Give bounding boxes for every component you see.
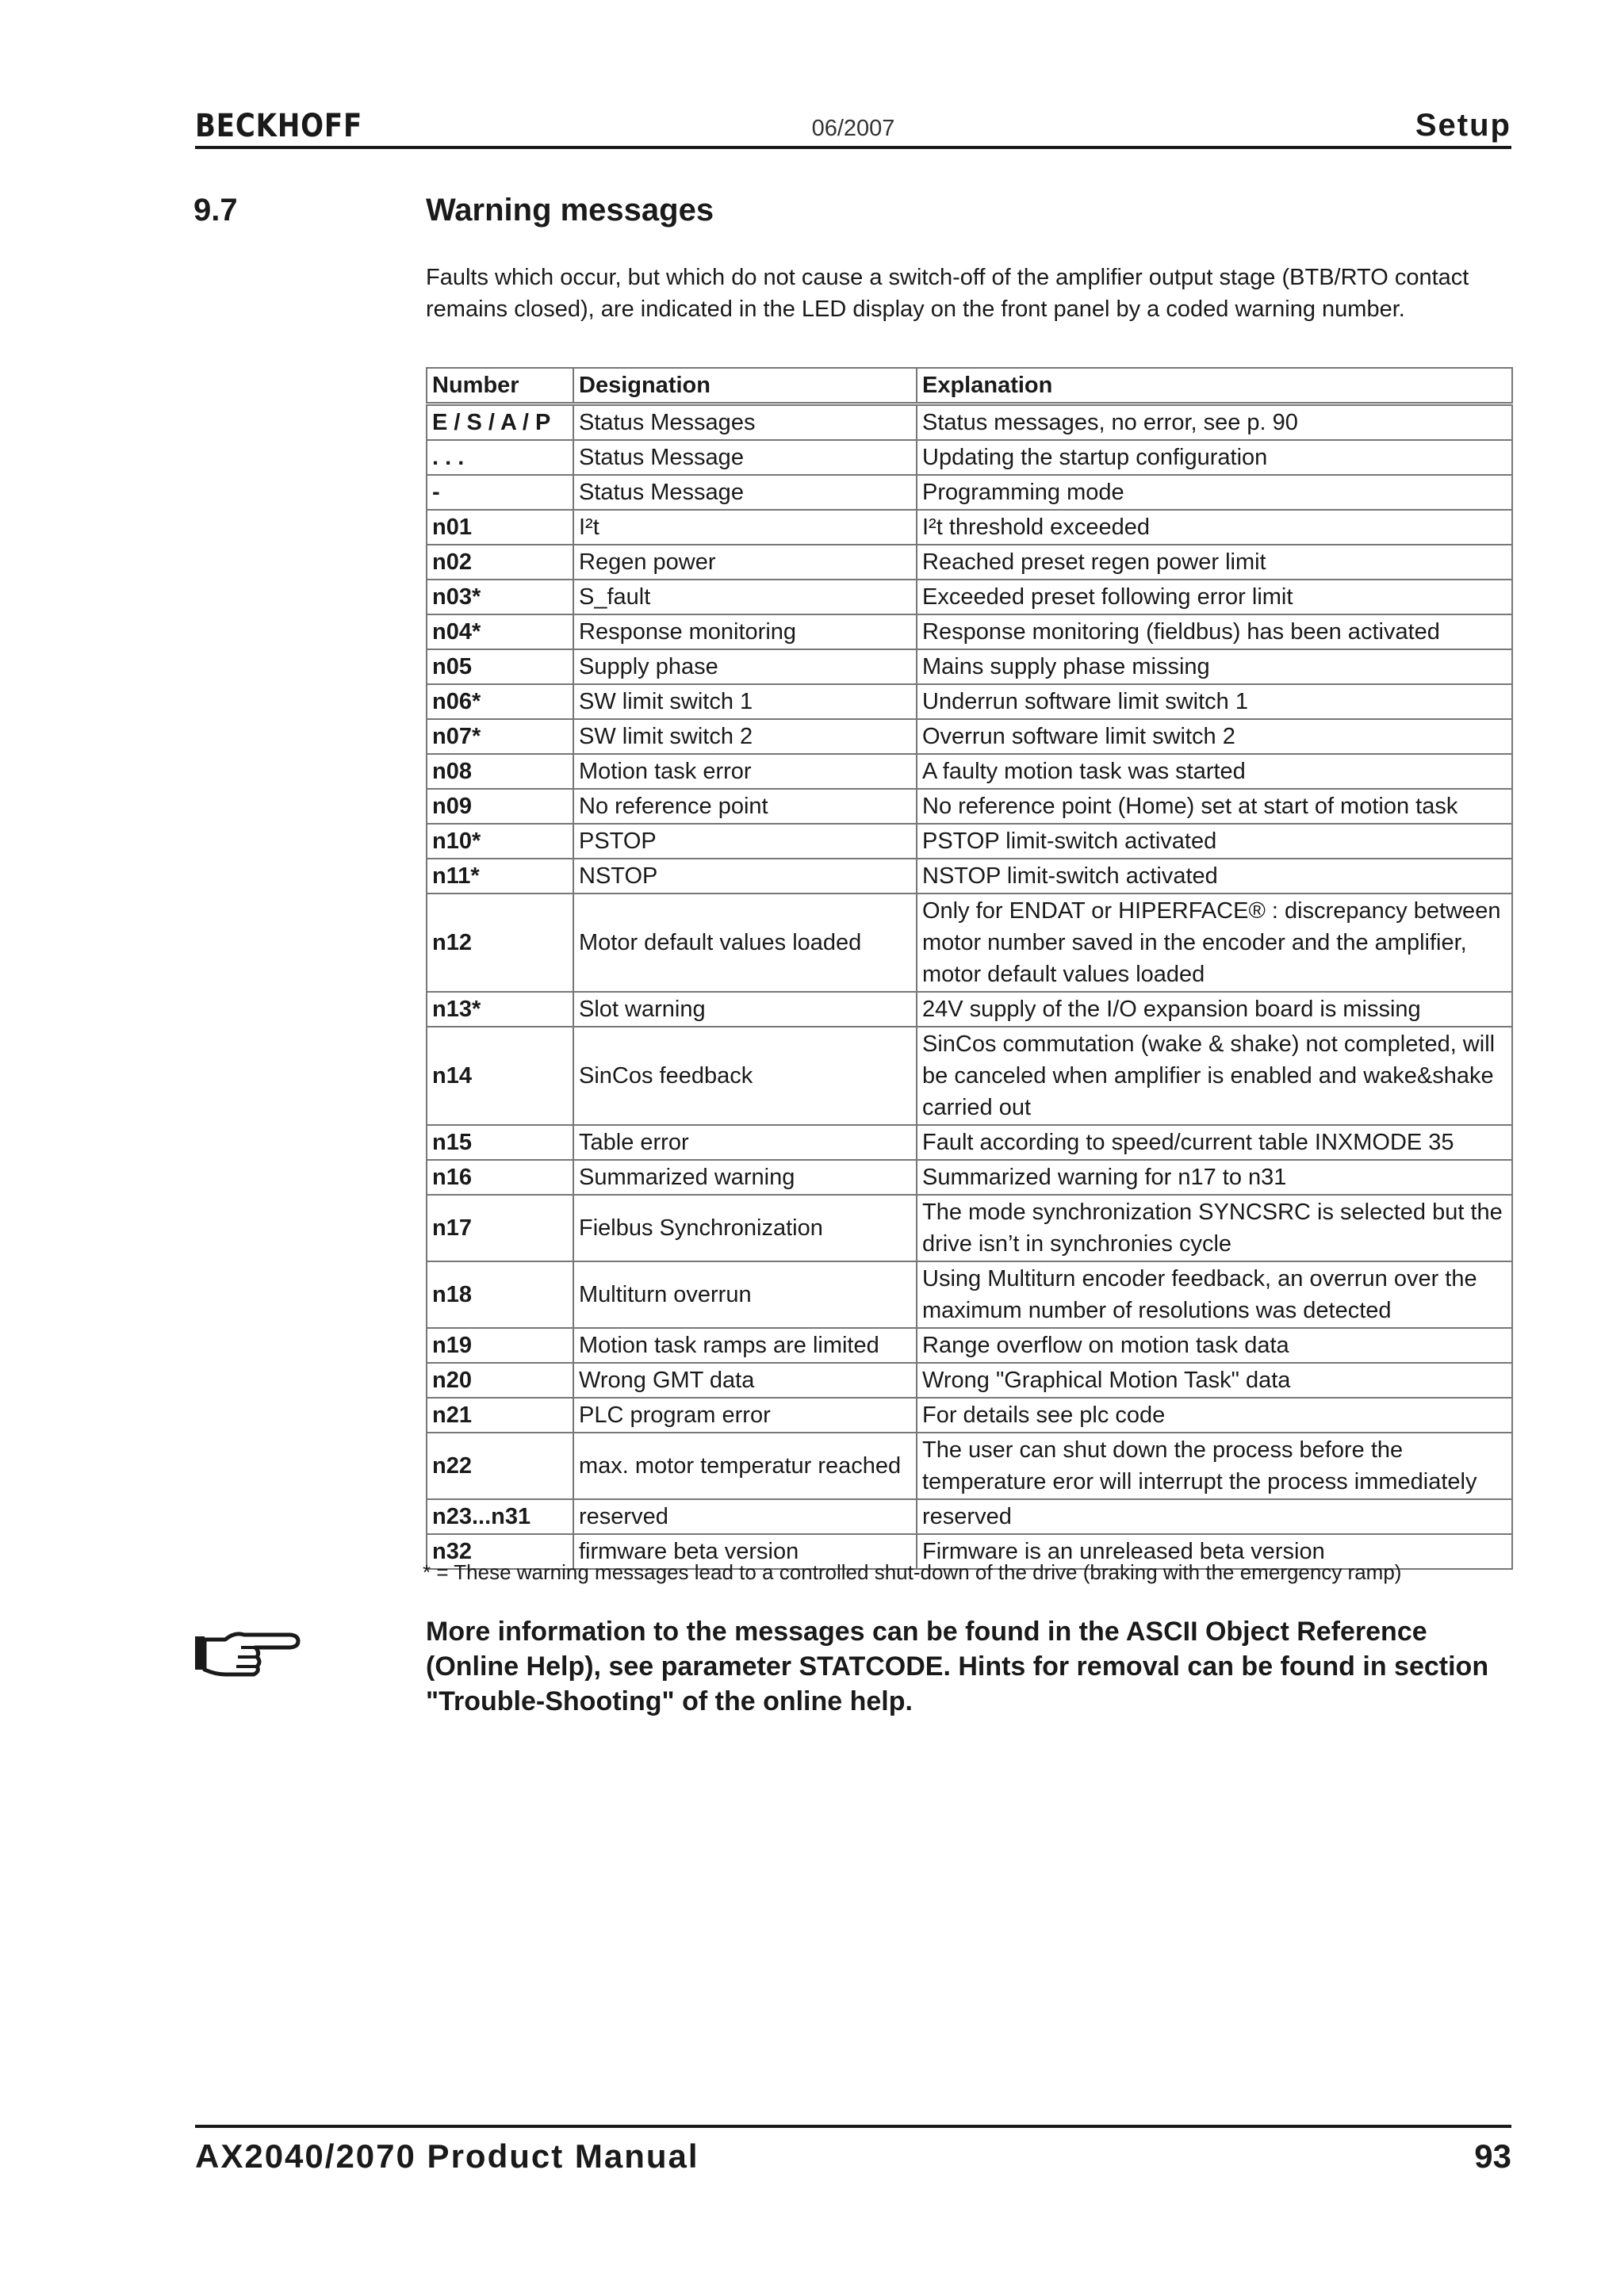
cell-designation: No reference point (573, 789, 917, 824)
header-date: 06/2007 (811, 116, 895, 141)
cell-number: n20 (427, 1363, 573, 1398)
cell-designation: Motion task error (573, 754, 917, 789)
cell-designation: Motor default values loaded (573, 894, 917, 992)
cell-number: n10* (427, 824, 573, 859)
table-body (427, 404, 1512, 1570)
table-row (427, 580, 1512, 614)
table-row (427, 545, 1512, 580)
cell-explanation: For details see plc code (917, 1398, 1512, 1433)
table-row (427, 1125, 1512, 1160)
cell-explanation: A faulty motion task was started (917, 754, 1512, 789)
cell-designation: Status Message (573, 475, 917, 510)
cell-explanation: Exceeded preset following error limit (917, 580, 1512, 614)
column-header-explanation: Explanation (917, 368, 1512, 404)
column-header-number: Number (427, 368, 573, 404)
table-row (427, 1027, 1512, 1125)
cell-number: n18 (427, 1261, 573, 1328)
cell-explanation: Wrong "Graphical Motion Task" data (917, 1363, 1512, 1398)
cell-explanation: Status messages, no error, see p. 90 (917, 404, 1512, 441)
table-row (427, 1433, 1512, 1499)
table-row (427, 789, 1512, 824)
cell-number: n07* (427, 719, 573, 754)
header-section: Setup (1415, 108, 1511, 143)
cell-designation: Slot warning (573, 992, 917, 1027)
table-row (427, 475, 1512, 510)
column-header-designation: Designation (573, 368, 917, 404)
cell-number: n15 (427, 1125, 573, 1160)
cell-designation: max. motor temperatur reached (573, 1433, 917, 1499)
table-header-row (427, 368, 1512, 404)
section-number: 9.7 (193, 193, 238, 228)
footer-title: AX2040/2070 Product Manual (195, 2137, 699, 2175)
note-text: More information to the messages can be found in the ASCII Object Reference (Online Help), see parameter STATCODE. Hints for removal can be found in section "Trouble-Shooting" of the online help. (426, 1617, 1489, 1716)
table-row (427, 1398, 1512, 1433)
cell-number: n05 (427, 649, 573, 684)
cell-number: n13* (427, 992, 573, 1027)
cell-number: n01 (427, 510, 573, 545)
cell-designation: Fielbus Synchronization (573, 1195, 917, 1261)
cell-designation: NSTOP (573, 859, 917, 894)
cell-number: n08 (427, 754, 573, 789)
cell-number: n11* (427, 859, 573, 894)
cell-explanation: PSTOP limit-switch activated (917, 824, 1512, 859)
table-row (427, 404, 1512, 441)
cell-explanation: The user can shut down the process before the temperature eror will interrupt the process immediately (917, 1433, 1512, 1499)
cell-designation: Wrong GMT data (573, 1363, 917, 1398)
brand-logo: BECKHOFF (195, 108, 363, 144)
cell-number: . . . (427, 440, 573, 475)
table-row (427, 894, 1512, 992)
cell-explanation: Using Multiturn encoder feedback, an overrun over the maximum number of resolutions was detected (917, 1261, 1512, 1328)
table-row (427, 1261, 1512, 1328)
cell-explanation: Mains supply phase missing (917, 649, 1512, 684)
cell-explanation: Firmware is an unreleased beta version (917, 1534, 1512, 1569)
cell-designation: SW limit switch 1 (573, 684, 917, 719)
warning-table (426, 367, 1513, 1570)
cell-number: n21 (427, 1398, 573, 1433)
cell-designation: Motion task ramps are limited (573, 1328, 917, 1363)
cell-number: n06* (427, 684, 573, 719)
intro-paragraph: Faults which occur, but which do not cause a switch-off of the amplifier output stage (BTB/RTO contact remains closed), are indicated in the LED display on the front panel by a coded warning number. (426, 265, 1469, 322)
cell-number: n16 (427, 1160, 573, 1195)
cell-designation: I²t (573, 510, 917, 545)
table-row (427, 1328, 1512, 1363)
cell-explanation: Reached preset regen power limit (917, 545, 1512, 580)
page-number: 93 (1474, 2137, 1511, 2175)
cell-designation: Multiturn overrun (573, 1261, 917, 1328)
cell-designation: Table error (573, 1125, 917, 1160)
cell-explanation: I²t threshold exceeded (917, 510, 1512, 545)
table-row (427, 1195, 1512, 1261)
table-row (427, 1499, 1512, 1534)
footnote: * = These warning messages lead to a controlled shut-down of the drive (braking with the emergency ramp) (423, 1560, 1402, 1584)
cell-explanation: NSTOP limit-switch activated (917, 859, 1512, 894)
cell-explanation: The mode synchronization SYNCSRC is selected but the drive isn’t in synchronies cycle (917, 1195, 1512, 1261)
cell-designation: reserved (573, 1499, 917, 1534)
cell-designation: S_fault (573, 580, 917, 614)
cell-number: n12 (427, 894, 573, 992)
cell-designation: SinCos feedback (573, 1027, 917, 1125)
table-row (427, 614, 1512, 649)
table-row (427, 719, 1512, 754)
cell-explanation: Underrun software limit switch 1 (917, 684, 1512, 719)
table-row (427, 649, 1512, 684)
cell-number: n09 (427, 789, 573, 824)
cell-number: n02 (427, 545, 573, 580)
cell-designation: SW limit switch 2 (573, 719, 917, 754)
table-row (427, 440, 1512, 475)
cell-number: n32 (427, 1534, 573, 1569)
cell-explanation: Range overflow on motion task data (917, 1328, 1512, 1363)
cell-number: n03* (427, 580, 573, 614)
cell-explanation: 24V supply of the I/O expansion board is missing (917, 992, 1512, 1027)
page-header (195, 108, 1511, 149)
cell-explanation: SinCos commutation (wake & shake) not completed, will be canceled when amplifier is enabled and wake&shake carried out (917, 1027, 1512, 1125)
cell-number: n23...n31 (427, 1499, 573, 1534)
cell-number: E / S / A / P (427, 404, 573, 441)
table-row (427, 1363, 1512, 1398)
cell-number: - (427, 475, 573, 510)
table-row (427, 1160, 1512, 1195)
table-row (427, 684, 1512, 719)
cell-designation: firmware beta version (573, 1534, 917, 1569)
cell-designation: Summarized warning (573, 1160, 917, 1195)
cell-number: n14 (427, 1027, 573, 1125)
cell-designation: Regen power (573, 545, 917, 580)
cell-explanation: Response monitoring (fieldbus) has been activated (917, 614, 1512, 649)
cell-designation: Status Messages (573, 404, 917, 441)
section-title: Warning messages (426, 193, 714, 228)
table-row (427, 510, 1512, 545)
cell-explanation: Only for ENDAT or HIPERFACE® : discrepancy between motor number saved in the encoder and the amplifier, motor default values loaded (917, 894, 1512, 992)
table-row (427, 824, 1512, 859)
cell-designation: PLC program error (573, 1398, 917, 1433)
pointing-hand-icon (193, 1625, 301, 1684)
cell-explanation: Updating the startup configuration (917, 440, 1512, 475)
table-row (427, 859, 1512, 894)
cell-designation: PSTOP (573, 824, 917, 859)
cell-number: n04* (427, 614, 573, 649)
cell-number: n19 (427, 1328, 573, 1363)
cell-designation: Supply phase (573, 649, 917, 684)
table-row (427, 992, 1512, 1027)
cell-explanation: Fault according to speed/current table INXMODE 35 (917, 1125, 1512, 1160)
footer-rule (195, 2125, 1511, 2128)
cell-explanation: Overrun software limit switch 2 (917, 719, 1512, 754)
cell-number: n22 (427, 1433, 573, 1499)
cell-explanation: No reference point (Home) set at start of motion task (917, 789, 1512, 824)
cell-designation: Response monitoring (573, 614, 917, 649)
cell-explanation: reserved (917, 1499, 1512, 1534)
cell-explanation: Programming mode (917, 475, 1512, 510)
table-row (427, 754, 1512, 789)
cell-explanation: Summarized warning for n17 to n31 (917, 1160, 1512, 1195)
cell-number: n17 (427, 1195, 573, 1261)
cell-designation: Status Message (573, 440, 917, 475)
